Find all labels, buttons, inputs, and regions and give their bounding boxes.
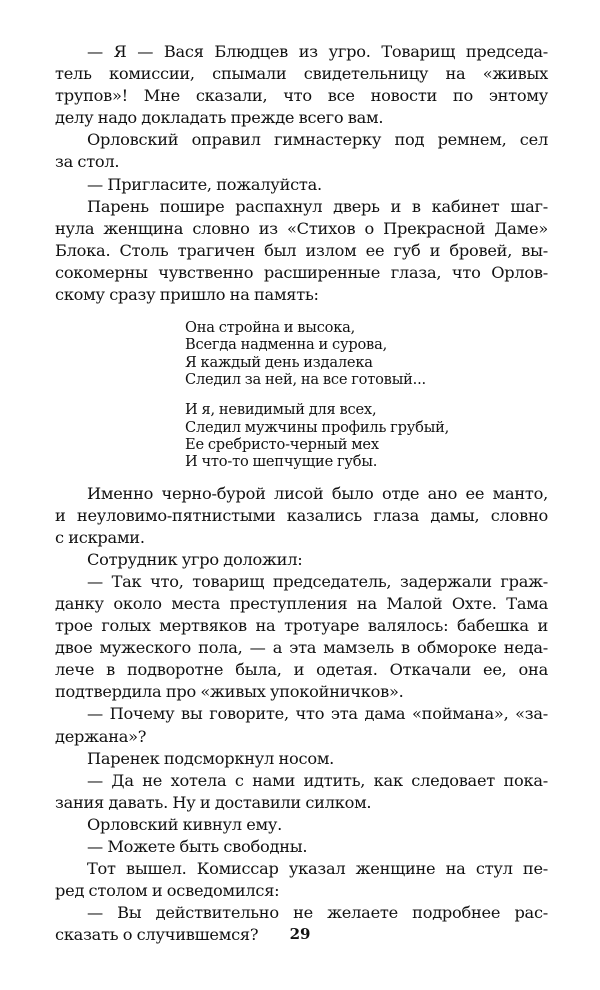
poem-line: Ее сребристо-черный мех	[185, 435, 379, 453]
text-line: Блока. Столь трагичен был излом ее губ и бровей, вы-	[55, 240, 548, 260]
text-line: — Да не хотела с нами идтить, как следовает пока-	[87, 770, 548, 790]
text-line: Орловский оправил гимнастерку под ремнем, сел	[87, 130, 548, 150]
poem-quote	[185, 319, 548, 470]
text-line: держана»?	[55, 726, 147, 746]
text-line: нула женщина словно из «Стихов о Прекрасной Даме»	[55, 218, 548, 238]
poem-stanza-1	[185, 319, 548, 388]
text-line: Парень пошире распахнул дверь и в кабинет шаг-	[87, 196, 548, 216]
text-line: данку около места преступления на Малой Охте. Тама	[55, 593, 548, 613]
book-page-body	[55, 41, 548, 946]
text-line: Сотрудник угро доложил:	[87, 549, 303, 569]
text-line: — Почему вы говорите, что эта дама «поймана», «за-	[87, 704, 548, 724]
text-line: лече в подворотне была, и одетая. Откачали ее, она	[55, 660, 548, 680]
page-number: 29	[289, 925, 311, 943]
text-line: с искрами.	[55, 527, 145, 547]
poem-line: И что-то шепчущие губы.	[185, 453, 378, 471]
text-line: — Вы действительно не желаете подробнее рас-	[87, 903, 548, 923]
text-line: трое голых мертвяков на тротуаре валялось: бабешка и	[55, 616, 548, 636]
text-line: — Пригласите, пожалуйста.	[87, 174, 322, 194]
text-line: двое мужеского пола, — а эта мамзель в обмороке неда-	[55, 638, 548, 658]
text-line: подтвердила про «живых упокойничков».	[55, 682, 404, 702]
text-line: Тот вышел. Комиссар указал женщине на стул пе-	[87, 859, 548, 879]
text-line: за стол.	[55, 152, 120, 172]
text-line: трупов»! Мне сказали, что все новости по энтому	[55, 86, 548, 106]
poem-line: Я каждый день издалека	[185, 353, 373, 371]
text-line: Именно черно-бурой лисой было отде ано ее манто,	[87, 483, 548, 503]
poem-line: Она стройна и высока,	[185, 319, 356, 337]
text-line: сокомерны чувственно расширенные глаза, что Орлов-	[55, 262, 548, 282]
poem-line: И я, невидимый для всех,	[185, 401, 377, 419]
text-line: Орловский кивнул ему.	[87, 814, 283, 834]
poem-stanza-2	[185, 401, 548, 470]
text-line: — Можете быть свободны.	[87, 837, 308, 856]
prose-before-poem	[55, 41, 548, 306]
prose-after-poem	[55, 483, 548, 947]
poem-line: Следил за ней, на все готовый...	[185, 371, 426, 389]
text-line: Паренек подсморкнул носом.	[87, 748, 335, 768]
text-line: зания давать. Ну и доставили силком.	[55, 792, 372, 812]
text-line: ред столом и осведомился:	[55, 881, 280, 901]
poem-line: Всегда надменна и сурова,	[185, 336, 388, 354]
poem-line: Следил мужчины профиль грубый,	[185, 418, 450, 436]
text-line: сказать о случившемся?	[55, 925, 259, 945]
text-line: скому сразу пришло на память:	[55, 285, 319, 305]
text-line: и неуловимо-пятнистыми казались глаза дамы, словно	[55, 505, 548, 525]
text-line: — Я — Вася Блюдцев из угро. Товарищ председа-	[87, 42, 548, 61]
text-line: делу надо докладать прежде всего вам.	[55, 108, 384, 128]
text-line: тель комиссии, спымали свидетельницу на «живых	[55, 64, 548, 84]
text-line: — Так что, товарищ председатель, задержали граж-	[87, 571, 548, 591]
